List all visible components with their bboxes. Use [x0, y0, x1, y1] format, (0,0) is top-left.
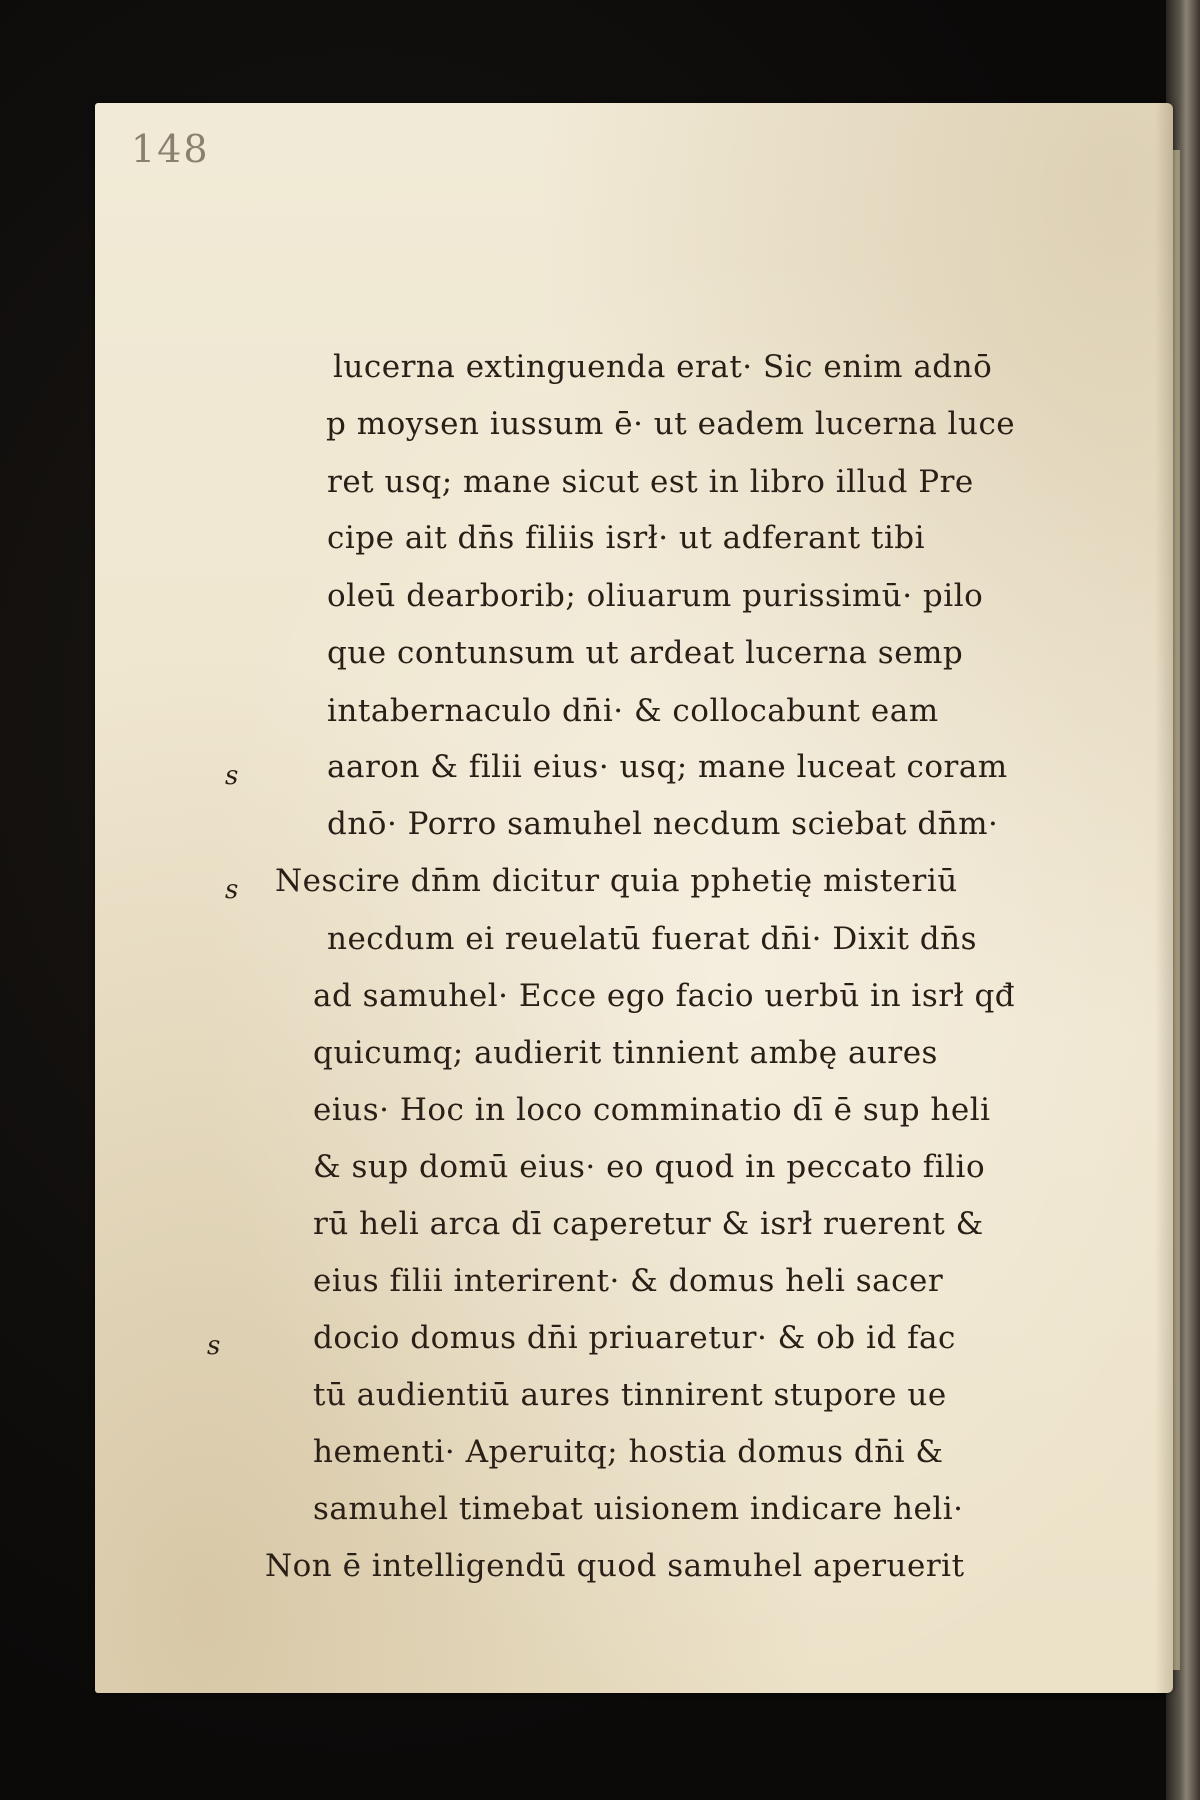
- text-line: eius filii interirent· & domus heli sacer: [313, 1263, 944, 1299]
- text-line: & sup domū eius· eo quod in peccato filio: [313, 1149, 986, 1185]
- text-line: aaron & filii eius· usq; mane luceat coram: [327, 749, 1008, 785]
- text-line: cipe ait dn̄s filiis isrł· ut adferant tibi: [327, 520, 926, 556]
- margin-mark: s: [225, 761, 239, 791]
- text-line: quicumq; audierit tinnient ambę aures: [313, 1035, 938, 1071]
- text-line: p moysen iussum ē· ut eadem lucerna luce: [326, 406, 1016, 442]
- manuscript-page: [95, 103, 1173, 1693]
- text-line: samuhel timebat uisionem indicare heli·: [313, 1491, 964, 1527]
- text-line: lucerna extinguenda erat· Sic enim adnō: [333, 349, 993, 385]
- text-line: rū heli arca dī caperetur & isrł ruerent &: [313, 1206, 984, 1242]
- text-line: Non ē intelligendū quod samuhel aperuerit: [265, 1548, 965, 1584]
- text-line: hementi· Aperuitq; hostia domus dn̄i &: [313, 1434, 944, 1470]
- margin-mark: s: [207, 1331, 221, 1361]
- text-line: eius· Hoc in loco comminatio dī ē sup heli: [313, 1092, 991, 1128]
- text-line: ad samuhel· Ecce ego facio uerbū in isrł qđ: [313, 978, 1016, 1014]
- text-line: necdum ei reuelatū fuerat dn̄i· Dixit dn̄s: [327, 921, 978, 957]
- text-line: tū audientiū aures tinnirent stupore ue: [313, 1377, 947, 1413]
- text-line: ret usq; mane sicut est in libro illud Pre: [327, 464, 974, 500]
- folio-number: 148: [131, 127, 210, 171]
- text-line: oleū dearborib; oliuarum purissimū· pilo: [327, 578, 984, 614]
- margin-mark: s: [225, 875, 239, 905]
- text-line: intabernaculo dn̄i· & collocabunt eam: [327, 693, 939, 729]
- text-line: Nescire dn̄m dicitur quia pphetię misteriū: [275, 863, 958, 899]
- text-line: que contunsum ut ardeat lucerna semp: [327, 635, 964, 671]
- text-line: dnō· Porro samuhel necdum sciebat dn̄m·: [327, 806, 999, 842]
- text-line: docio domus dn̄i priuaretur· & ob id fac: [313, 1320, 956, 1356]
